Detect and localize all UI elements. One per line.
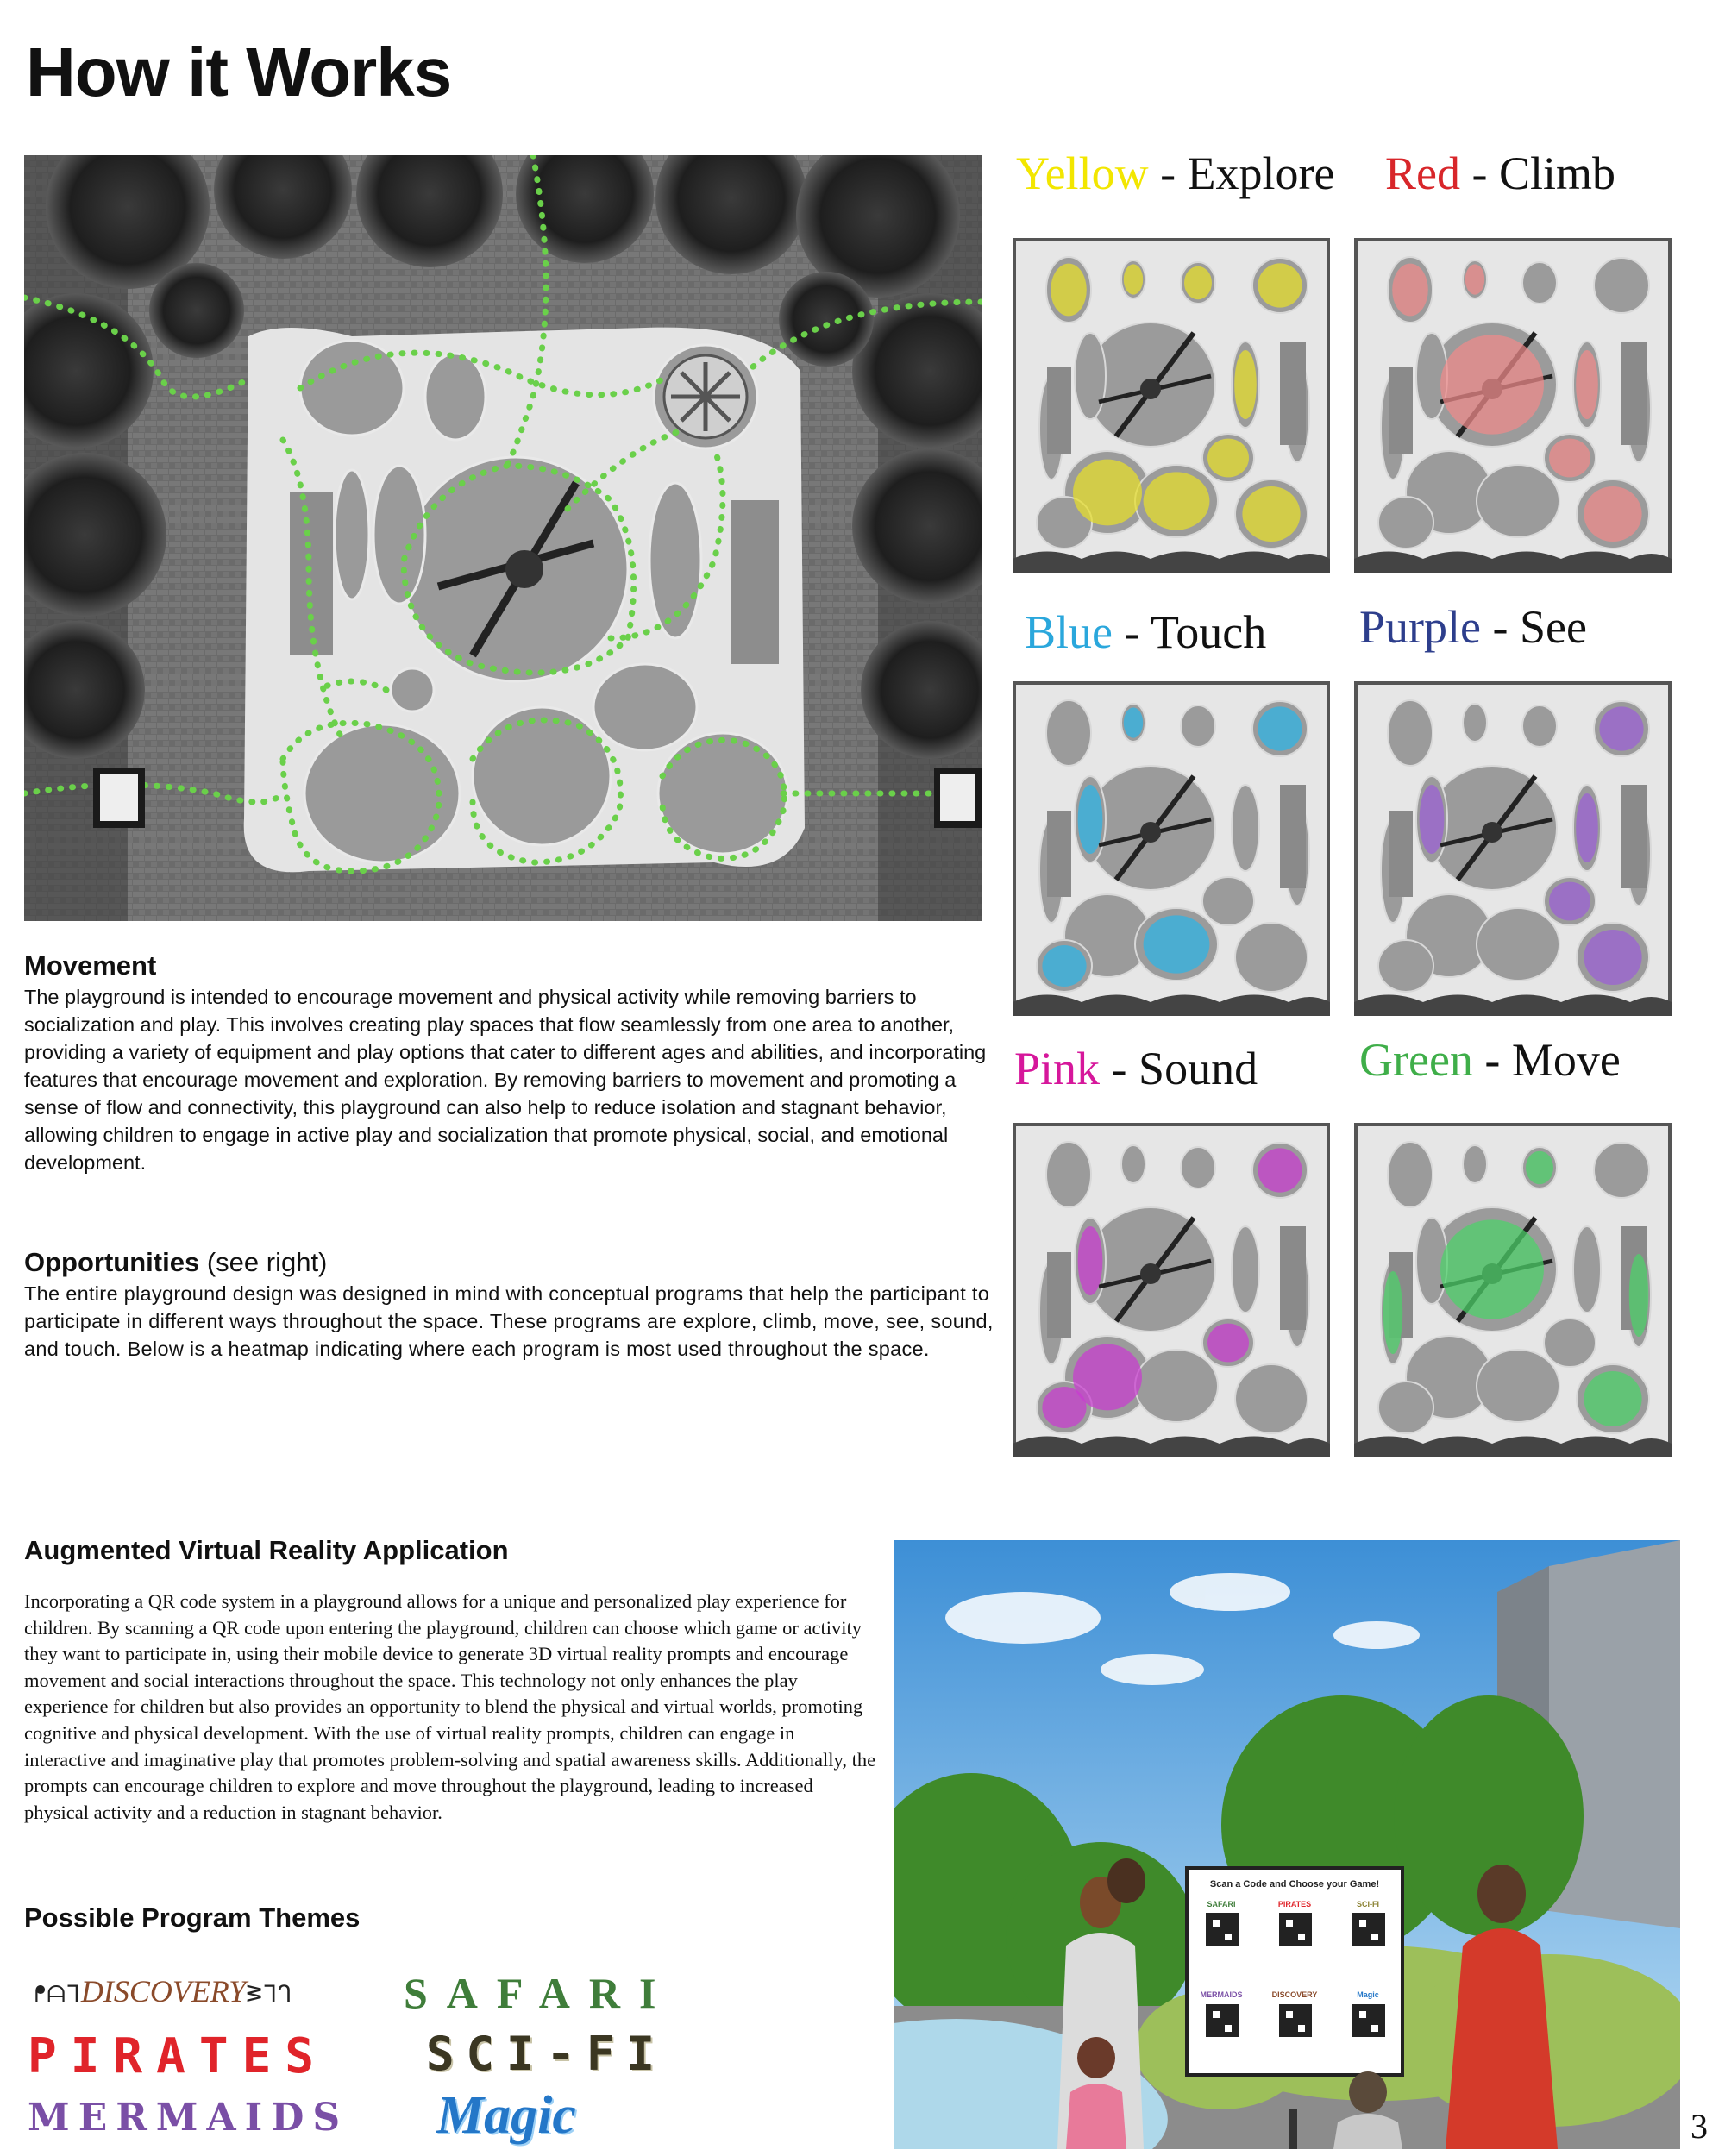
legend-color-word: Pink: [1014, 1043, 1101, 1094]
legend-caption-purple: [1359, 600, 1587, 654]
ar-app-body: Incorporating a QR code system in a playground allows for a unique and personalized play experience for children. By scanning a QR code upon entering the playground, children can choose which game or activity they want to participate in, using their mobile device to generate 3D virtual reality prompts and encourage movement and social interactions throughout the space. This technology not only enhances the play experience for children but also provides an opportunity to blend the physical and virtual worlds, promoting cognitive and physical development. With the use of virtual reality prompts, children can engage in interactive and imaginative play that promotes problem-solving and spatial awareness skills. Additionally, the prompts can encourage children to explore and move throughout the playground, leading to increased physical activity and a reduction in stagnant behavior.: [24, 1590, 876, 1823]
sign-title: Scan a Code and Choose your Game!: [1209, 1879, 1380, 1890]
theme-discovery: [34, 1973, 292, 2009]
discovery-deco-right: ᕒᒣᒉ: [246, 1982, 293, 2008]
legend-program: Move: [1511, 1034, 1621, 1086]
discovery-label: DISCOVERY: [80, 1974, 247, 2009]
legend-separator: -: [1481, 601, 1520, 653]
legend-caption-green: [1359, 1033, 1621, 1087]
legend-program: Explore: [1187, 147, 1335, 199]
opportunities-body: The entire playground design was designed in mind with conceptual programs that help the participant to participate in different ways throughout the space. These programs are explore, climb, move, see, sound, and touch. Below is a heatmap indicating where each program is most used throughout the space.: [24, 1282, 994, 1360]
page-title: How it Works: [26, 34, 452, 110]
theme-mermaids: MERMAIDS: [28, 2096, 349, 2140]
theme-scifi: SCI-FI: [426, 2027, 668, 2081]
legend-separator: -: [1100, 1043, 1139, 1094]
legend-separator: -: [1113, 606, 1151, 658]
qr-code-icon: [1206, 2004, 1239, 2037]
legend-separator: -: [1472, 1034, 1512, 1086]
legend-program: Climb: [1498, 147, 1616, 199]
movement-section: [24, 950, 999, 1176]
legend-color-word: Green: [1359, 1034, 1473, 1086]
legend-color-word: Red: [1385, 147, 1460, 199]
legend-color-word: Blue: [1025, 606, 1113, 658]
opportunities-heading: [24, 1247, 999, 1278]
ar-app-section: [24, 1535, 878, 1826]
legend-color-word: Yellow: [1016, 147, 1149, 199]
qr-code-icon: [1352, 2004, 1385, 2037]
qr-code-icon: [1352, 1913, 1385, 1946]
qr-code-icon: [1279, 2004, 1312, 2037]
heatmap-see: [1354, 681, 1672, 1016]
page-number: 3: [1690, 2107, 1708, 2146]
heatmap-climb: [1354, 238, 1672, 573]
legend-caption-yellow: [1016, 147, 1335, 200]
legend-color-word: Purple: [1359, 601, 1481, 653]
heatmap-explore: [1013, 238, 1330, 573]
legend-program: Touch: [1151, 606, 1267, 658]
sign-label: SAFARI: [1207, 1900, 1236, 1908]
site-plan-image: [24, 155, 982, 921]
movement-body: The playground is intended to encourage movement and physical activity while removing barriers to socialization and play. This involves creating play spaces that flow seamlessly from one area to another, providing a variety of equipment and play options that cater to different ages and abilities, and incorporating features that encourage movement and exploration. By removing barriers to movement and promoting a sense of flow and connectivity, this playground can also help to reduce isolation and stagnant behavior, allowing children to engage in active play and socialization that promote physical, social, and emotional development.: [24, 986, 987, 1174]
sign-label: DISCOVERY: [1271, 1990, 1318, 1999]
sign-label: MERMAIDS: [1200, 1990, 1243, 1999]
sign-label: Magic: [1357, 1990, 1379, 1999]
legend-caption-pink: [1014, 1042, 1258, 1095]
legend-program: See: [1519, 601, 1587, 653]
heatmap-sound: [1013, 1123, 1330, 1457]
themes-heading: Possible Program Themes: [24, 1902, 361, 1933]
legend-caption-blue: [1025, 605, 1266, 659]
legend-separator: -: [1148, 147, 1188, 199]
discovery-deco-left: ᖰᗩᒣ: [34, 1982, 81, 2008]
ar-app-heading: Augmented Virtual Reality Application: [24, 1535, 509, 1565]
ar-render-photo: [894, 1540, 1680, 2149]
legend-program: Sound: [1138, 1043, 1258, 1094]
opportunities-heading-note: (see right): [199, 1247, 328, 1277]
heatmap-move: [1354, 1123, 1672, 1457]
legend-caption-red: [1385, 147, 1615, 200]
legend-separator: -: [1460, 147, 1499, 199]
opportunities-heading-text: Opportunities: [24, 1247, 200, 1277]
qr-code-icon: [1279, 1913, 1312, 1946]
qr-code-icon: [1206, 1913, 1239, 1946]
theme-safari: SAFARI: [404, 1969, 675, 2017]
theme-magic: Magic: [436, 2086, 576, 2145]
sign-label: PIRATES: [1277, 1900, 1312, 1908]
movement-heading: Movement: [24, 950, 157, 981]
heatmap-touch: [1013, 681, 1330, 1016]
opportunities-section: [24, 1247, 999, 1363]
theme-pirates: PIRATES: [28, 2028, 329, 2084]
sign-label: SCI-FI: [1357, 1900, 1379, 1908]
